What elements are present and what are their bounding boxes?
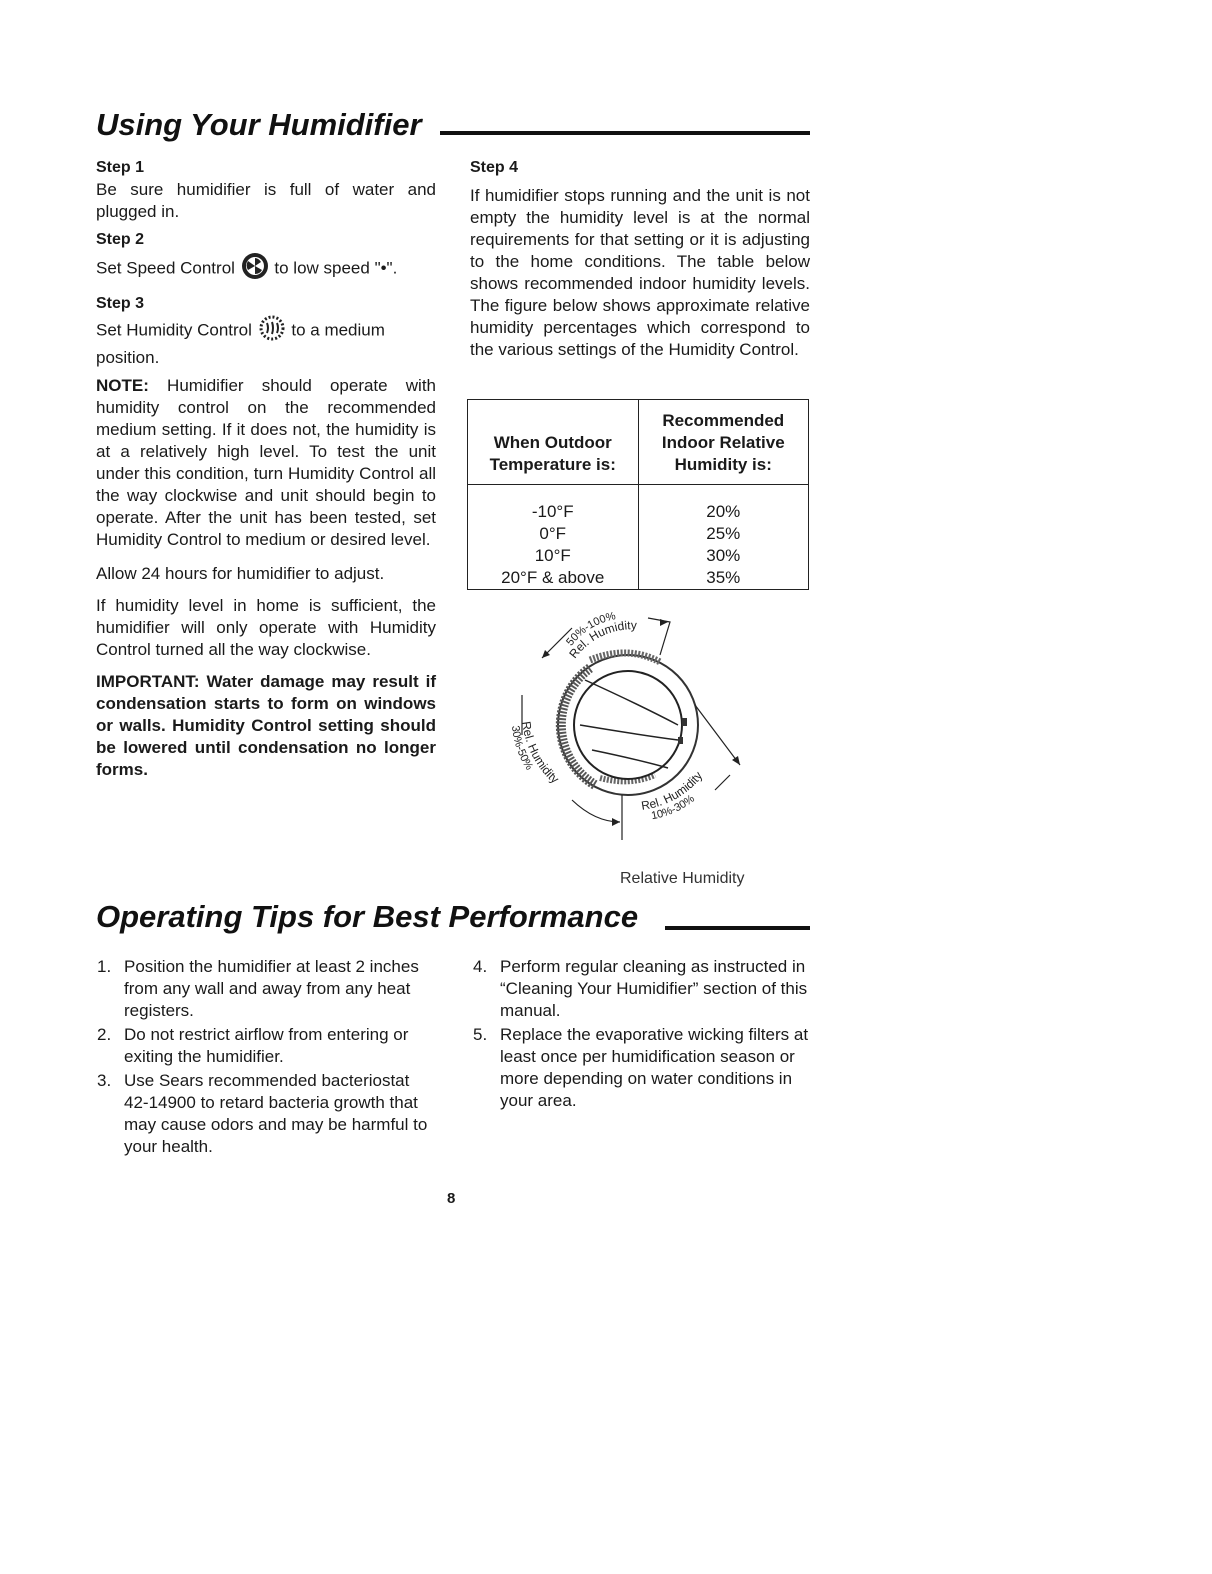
allow-text: Allow 24 hours for humidifier to adjust.	[96, 564, 385, 583]
tip-text: Do not restrict airflow from entering or exiting the humidifier.	[124, 1025, 409, 1066]
dial-label-top-text: Rel. Humidity	[566, 618, 637, 661]
temp-row-4: 20°F & above	[501, 568, 605, 587]
table-header-outdoor: When Outdoor Temperature is:	[468, 400, 639, 485]
dial-tick-2	[678, 737, 683, 744]
arrow-top-right	[660, 619, 668, 626]
section-title-using: Using Your Humidifier	[96, 107, 422, 142]
step4-label: Step 4	[470, 159, 519, 176]
sufficient-text: If humidity level in home is sufficient, the humidifier will only operate with Humidity Control turned all the way clockwise.	[96, 596, 436, 659]
humidity-control-icon	[257, 315, 287, 347]
dial-range-right-text: 10%-30%	[650, 792, 697, 823]
tip-number: 4.	[473, 957, 488, 976]
tip-text: Use Sears recommended bacteriostat 42-14900 to retard bacteria growth that may cause odors and may be harmful to your health.	[124, 1071, 428, 1156]
tip-number: 1.	[97, 957, 112, 976]
step3-text	[96, 315, 436, 369]
table-cell-humidities	[638, 485, 809, 590]
step1-label: Step 1	[96, 159, 145, 176]
temp-row-1: -10°F	[531, 502, 574, 521]
tip-item	[97, 1024, 433, 1068]
tip-item	[473, 956, 811, 1022]
step3-label: Step 3	[96, 295, 145, 312]
tip-item	[473, 1024, 811, 1112]
step2-text	[96, 251, 436, 287]
note-label: NOTE:	[96, 376, 149, 395]
dial-range-left-text: 30%-50%	[508, 724, 536, 773]
dial-label-right-text: Rel. Humidity	[640, 768, 706, 813]
step3-pre: Set Humidity Control	[96, 320, 252, 340]
tip-item	[97, 1070, 433, 1158]
section-title-tips: Operating Tips for Best Performance	[96, 899, 639, 934]
step3-post: to a medium position.	[96, 320, 385, 367]
table-cell-temperatures	[468, 485, 639, 590]
dial-inner-knob	[574, 671, 682, 779]
fan-speed-icon	[240, 251, 270, 287]
tip-number: 5.	[473, 1025, 488, 1044]
tip-number: 3.	[97, 1071, 112, 1090]
step1-text: Be sure humidifier is full of water and plugged in.	[96, 180, 436, 221]
tips-list-right	[473, 956, 811, 1114]
tips-list-left	[97, 956, 433, 1160]
note-text: Humidifier should operate with humidity control on the recommended medium setting. If it does not, the humidity is at a relatively high level. To test the unit under this condition, turn Humidity Control all the way clockwise and unit should begin to operate. After the unit has been tested, set Humidity Control to medium or desired level.	[96, 376, 436, 549]
humidity-dial-figure	[500, 600, 760, 845]
right-column	[470, 157, 810, 361]
step2-label: Step 2	[96, 231, 145, 248]
dial-tick-1	[682, 718, 687, 726]
step2-pre: Set Speed Control	[96, 258, 235, 278]
section-title-rule	[440, 131, 810, 135]
humidity-row-3: 30%	[706, 546, 741, 565]
dial-caption: Relative Humidity	[620, 870, 745, 887]
step2-post: to low speed "•".	[274, 258, 398, 278]
humidity-row-4: 35%	[706, 568, 741, 587]
dial-label-left-text: Rel. Humidity	[519, 720, 562, 787]
important-warning: IMPORTANT: Water damage may result if condensation starts to form on windows or walls. Humidity Control setting should be lowered until condensation no longer forms.	[96, 672, 436, 779]
note-paragraph	[96, 375, 436, 551]
tip-number: 2.	[97, 1025, 112, 1044]
temp-row-2: 0°F	[539, 524, 567, 543]
humidity-row-2: 25%	[706, 524, 741, 543]
tip-text: Replace the evaporative wicking filters at least once per humidification season or more depending on water conditions in your area.	[500, 1025, 809, 1110]
step4-text: If humidifier stops running and the unit is not empty the humidity level is at the normal requirements for that setting or it is adjusting to the home conditions. The table below shows recommended indoor humidity levels. The figure below shows approximate relative humidity percentages which correspond to the various settings of the Humidity Control.	[470, 186, 810, 359]
arrow-left-bottom	[612, 818, 620, 826]
dial-range-top-text: 50%-100%	[564, 610, 617, 649]
arrow-right-end	[732, 756, 740, 765]
tip-item	[97, 956, 433, 1022]
temp-row-3: 10°F	[534, 546, 571, 565]
humidity-row-1: 20%	[706, 502, 741, 521]
tip-text: Position the humidifier at least 2 inches from any wall and away from any heat registers.	[124, 957, 419, 1020]
left-column	[96, 157, 436, 781]
section-tips-rule	[665, 926, 810, 930]
humidity-table	[467, 399, 809, 590]
table-header-indoor: Recommended Indoor Relative Humidity is:	[638, 400, 809, 485]
tip-text: Perform regular cleaning as instructed in “Cleaning Your Humidifier” section of this manual.	[500, 957, 808, 1020]
page-number: 8	[447, 1190, 456, 1207]
